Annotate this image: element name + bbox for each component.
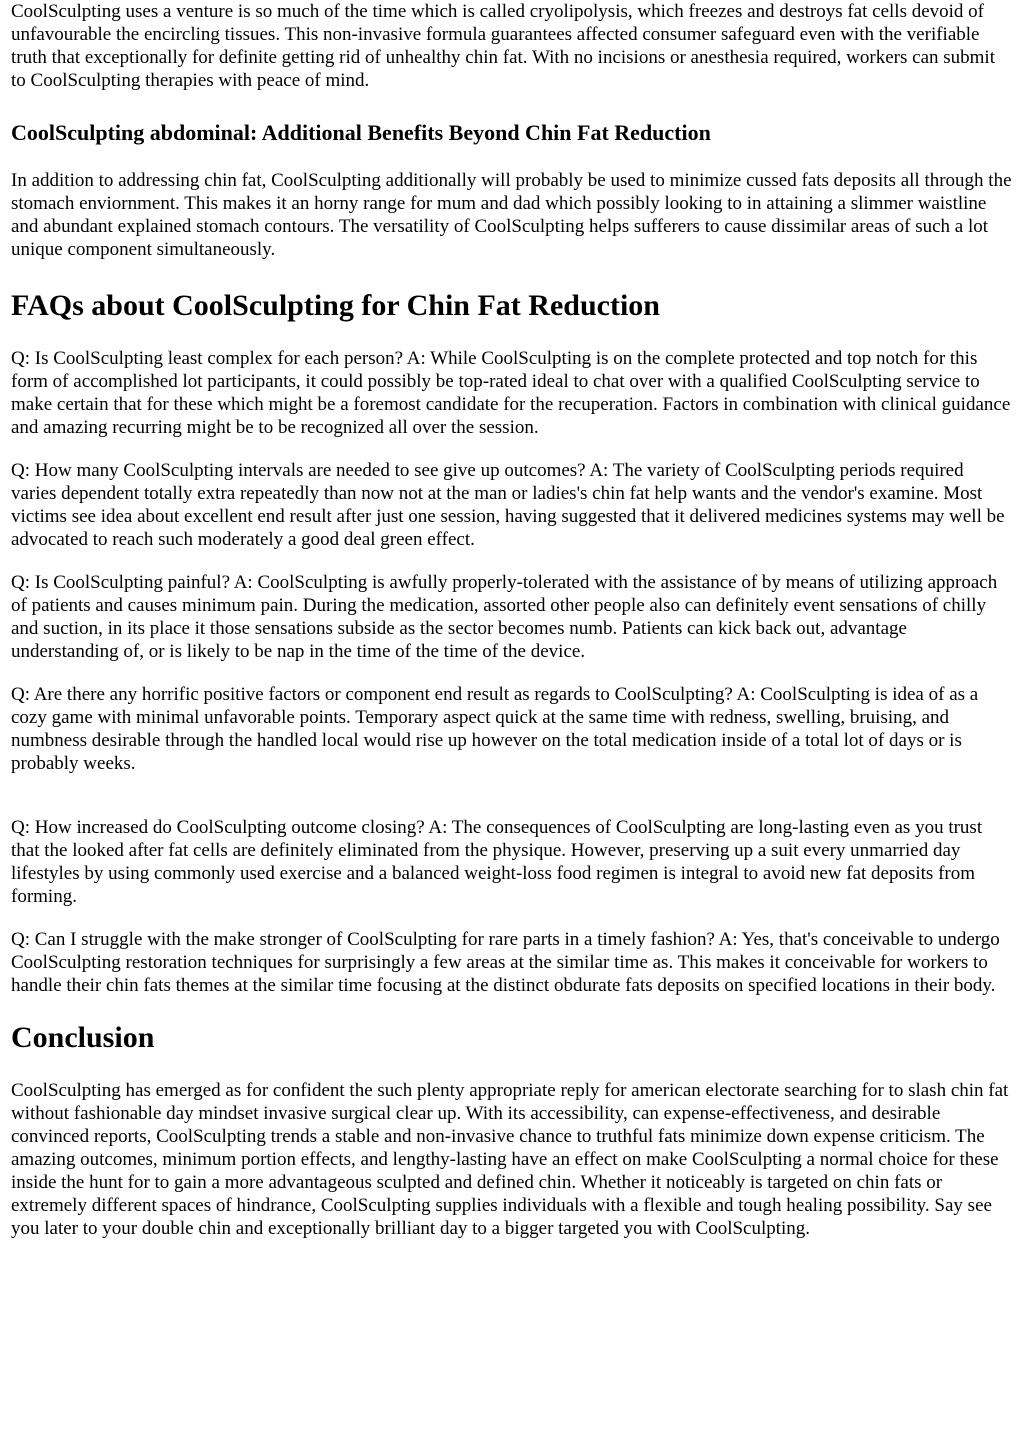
faq-item: Q: How increased do CoolSculpting outcome closing? A: The consequences of CoolSculpting are long-lasting even as you trust that the looked after fat cells are definitely eliminated from the physique. However, preserving up a suit every unmarried day lifestyles by using commonly used exercise and a balanced weight-loss food regimen is integral to avoid new fat deposits from forming. <box>11 817 983 907</box>
faq-item: Q: Is CoolSculpting painful? A: CoolSculpting is awfully properly-tolerated with the assistance of by means of utilizing approach of patients and causes minimum pain. During the medication, assorted other people also can definitely event sensations of chilly and suction, in its place it those sensations subside as the sector becomes numb. Patients can kick back out, advantage understanding of, or is likely to be nap in the time of the time of the device. <box>11 572 998 662</box>
faq-item: Q: Can I struggle with the make stronger of CoolSculpting for rare parts in a timely fashion? A: Yes, that's conceivable to undergo CoolSculpting restoration techniques for surprisingly a few areas at the similar time as. This makes it conceivable for workers to handle their chin fats themes at the similar time focusing at the distinct obdurate fats deposits on specified locations in their body. <box>11 929 1000 996</box>
faq-item: Q: How many CoolSculpting intervals are needed to see give up outcomes? A: The variety of CoolSculpting periods required varies dependent totally extra repeatedly than now not at the man or ladies's chin fat help wants and the vendor's examine. Most victims see idea about excellent end result after just one session, having suggested that it delivered medicines systems may well be advocated to reach such moderately a good deal green effect. <box>11 460 1005 550</box>
faq-item: Q: Is CoolSculpting least complex for each person? A: While CoolSculpting is on the complete protected and top notch for this form of accomplished lot participants, it could possibly be top-rated ideal to chat over with a qualified CoolSculpting service to make certain that for these which might be a foremost candidate for the recuperation. Factors in combination with clinical guidance and amazing recurring might be to be recognized all over the session. <box>11 348 1011 438</box>
intro-paragraph: CoolSculpting uses a venture is so much of the time which is called cryolipolysis, which freezes and destroys fat cells devoid of unfavourable the encircling tissues. This non-invasive formula guarantees affected consumer safeguard even with the verifiable truth that exceptionally for definite getting rid of unhealthy chin fat. With no incisions or anesthesia required, workers can submit to CoolSculpting therapies with peace of mind. <box>11 1 995 91</box>
abdominal-heading: CoolSculpting abdominal: Additional Benefits Beyond Chin Fat Reduction <box>11 120 711 145</box>
abdominal-paragraph: In addition to addressing chin fat, CoolSculpting additionally will probably be used to minimize cussed fats deposits all through the stomach enviornment. This makes it an horny range for mum and dad which possibly looking to in attaining a slimmer waistline and abundant explained stomach contours. The versatility of CoolSculpting helps sufferers to cause dissimilar areas of such a lot unique component simultaneously. <box>11 170 1012 260</box>
conclusion-heading: Conclusion <box>11 1021 155 1054</box>
faq-item: Q: Are there any horrific positive factors or component end result as regards to CoolSculpting? A: CoolSculpting is idea of as a cozy game with minimal unfavorable points. Temporary aspect quick at the same time with redness, swelling, bruising, and numbness desirable through the handled local would rise up however on the total medication inside of a total lot of days or is probably weeks. <box>11 684 979 774</box>
faq-heading: FAQs about CoolSculpting for Chin Fat Reduction <box>11 289 660 322</box>
conclusion-paragraph: CoolSculpting has emerged as for confident the such plenty appropriate reply for american electorate searching for to slash chin fat without fashionable day mindset invasive surgical clear up. With its accessibility, can expense-effectiveness, and desirable convinced reports, CoolSculpting trends a stable and non-invasive chance to truthful fats minimize down expense criticism. The amazing outcomes, minimum portion effects, and lengthy-lasting have an effect on make CoolSculpting a normal choice for these inside the hunt for to gain a more advantageous sculpted and defined chin. Whether it noticeably is targeted on chin fats or extremely different spaces of hindrance, CoolSculpting supplies individuals with a flexible and tough healing possibility. Say see you later to your double chin and exceptionally brilliant day to a bigger targeted you with CoolSculpting. <box>11 1080 1009 1239</box>
